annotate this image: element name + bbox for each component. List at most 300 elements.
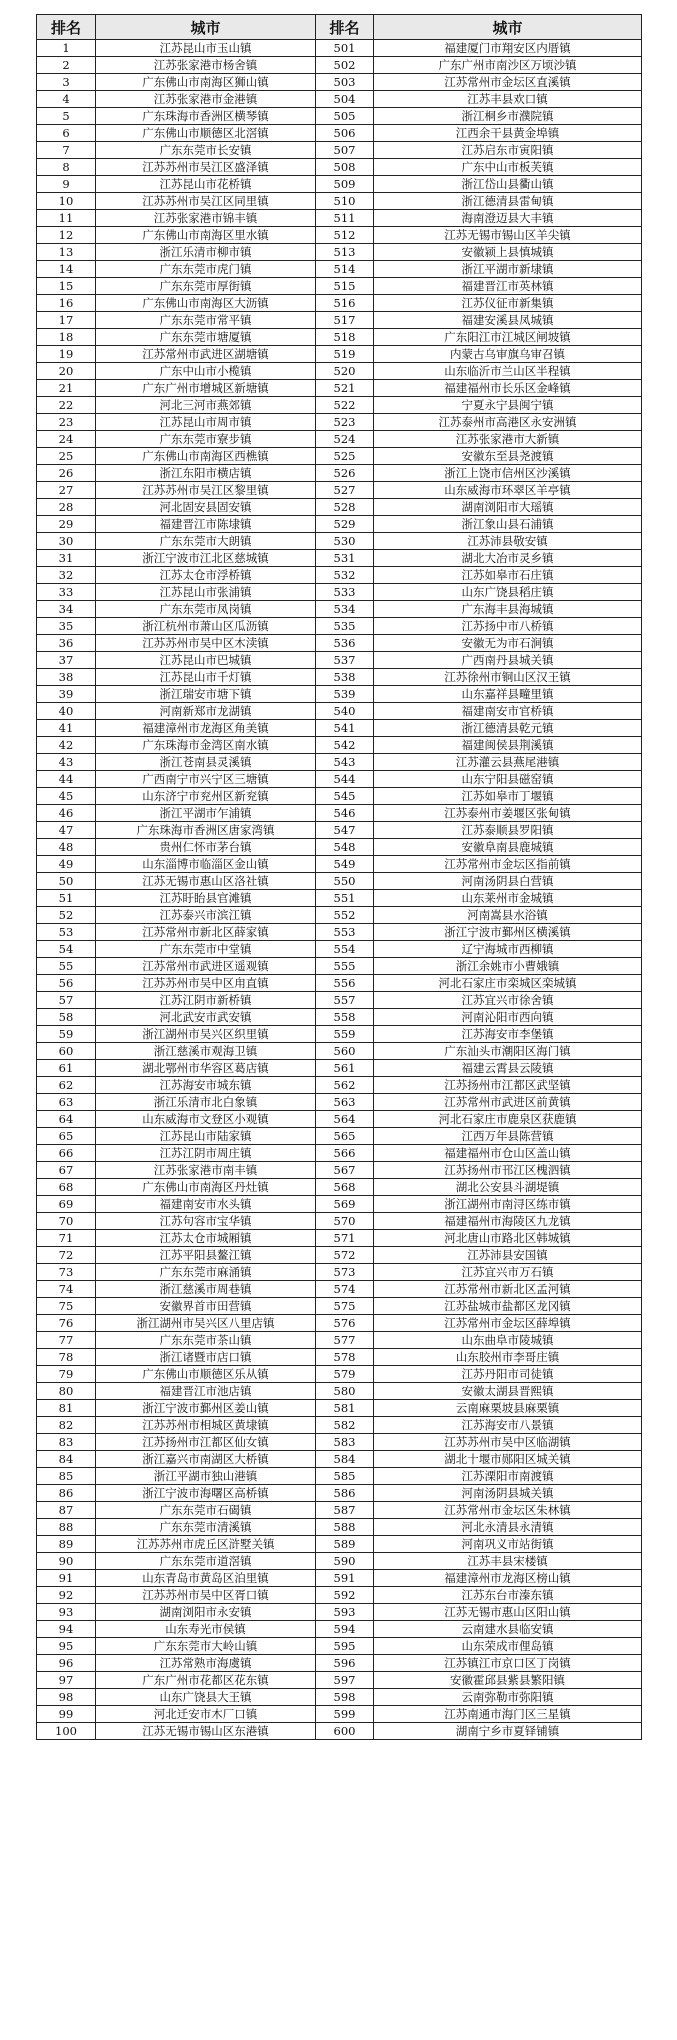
town-cell-right: 江苏扬中市八桥镇 [374, 618, 642, 635]
rank-cell-left: 88 [37, 1519, 96, 1536]
town-cell-left: 广东珠海市金湾区南水镇 [96, 737, 316, 754]
rank-cell-left: 58 [37, 1009, 96, 1026]
table-row [37, 1230, 642, 1247]
rank-cell-left: 68 [37, 1179, 96, 1196]
rank-cell-left: 75 [37, 1298, 96, 1315]
rank-cell-right: 567 [316, 1162, 374, 1179]
town-cell-left: 浙江宁波市海曙区高桥镇 [96, 1485, 316, 1502]
rank-cell-right: 528 [316, 499, 374, 516]
rank-cell-right: 540 [316, 703, 374, 720]
rank-cell-right: 523 [316, 414, 374, 431]
rank-cell-left: 80 [37, 1383, 96, 1400]
rank-cell-left: 93 [37, 1604, 96, 1621]
rank-cell-right: 501 [316, 40, 374, 57]
town-cell-right: 江苏泰州市姜堰区张甸镇 [374, 805, 642, 822]
table-row [37, 40, 642, 57]
rank-cell-left: 87 [37, 1502, 96, 1519]
rank-cell-right: 578 [316, 1349, 374, 1366]
table-row [37, 1604, 642, 1621]
rank-cell-left: 12 [37, 227, 96, 244]
rank-cell-right: 524 [316, 431, 374, 448]
rank-cell-left: 6 [37, 125, 96, 142]
town-cell-right: 江苏如皋市石庄镇 [374, 567, 642, 584]
rank-cell-right: 521 [316, 380, 374, 397]
rank-cell-left: 63 [37, 1094, 96, 1111]
town-cell-right: 福建福州市仓山区盖山镇 [374, 1145, 642, 1162]
rank-cell-left: 82 [37, 1417, 96, 1434]
rank-cell-left: 52 [37, 907, 96, 924]
town-cell-right: 广东阳江市江城区闸坡镇 [374, 329, 642, 346]
rank-cell-left: 27 [37, 482, 96, 499]
town-cell-left: 河北三河市燕郊镇 [96, 397, 316, 414]
rank-cell-right: 513 [316, 244, 374, 261]
town-cell-left: 江苏昆山市千灯镇 [96, 669, 316, 686]
town-cell-right: 云南建水县临安镇 [374, 1621, 642, 1638]
town-cell-left: 广东东莞市长安镇 [96, 142, 316, 159]
town-cell-right: 福建南安市官桥镇 [374, 703, 642, 720]
rank-cell-right: 557 [316, 992, 374, 1009]
rank-cell-right: 518 [316, 329, 374, 346]
rank-cell-left: 47 [37, 822, 96, 839]
rank-cell-left: 46 [37, 805, 96, 822]
town-cell-right: 安徽无为市石涧镇 [374, 635, 642, 652]
rank-cell-right: 588 [316, 1519, 374, 1536]
town-cell-left: 江苏苏州市相城区黄埭镇 [96, 1417, 316, 1434]
rank-cell-left: 16 [37, 295, 96, 312]
table-body [37, 40, 642, 1740]
town-cell-right: 山东荣成市俚岛镇 [374, 1638, 642, 1655]
town-cell-right: 江苏常州市金坛区薛埠镇 [374, 1315, 642, 1332]
table-row [37, 1179, 642, 1196]
table-row [37, 329, 642, 346]
rank-cell-right: 537 [316, 652, 374, 669]
table-row [37, 754, 642, 771]
rank-cell-right: 542 [316, 737, 374, 754]
town-cell-left: 广东佛山市顺德区北滘镇 [96, 125, 316, 142]
rank-cell-right: 553 [316, 924, 374, 941]
rank-cell-left: 62 [37, 1077, 96, 1094]
table-row [37, 873, 642, 890]
town-cell-right: 湖北公安县斗湖堤镇 [374, 1179, 642, 1196]
town-cell-left: 江苏张家港市南丰镇 [96, 1162, 316, 1179]
table-row [37, 142, 642, 159]
town-cell-left: 江苏常州市武进区湖塘镇 [96, 346, 316, 363]
rank-cell-right: 550 [316, 873, 374, 890]
rank-cell-left: 45 [37, 788, 96, 805]
town-cell-right: 江苏东台市溱东镇 [374, 1587, 642, 1604]
rank-cell-right: 527 [316, 482, 374, 499]
table-row [37, 125, 642, 142]
table-row [37, 1247, 642, 1264]
rank-cell-left: 70 [37, 1213, 96, 1230]
town-cell-left: 广东东莞市茶山镇 [96, 1332, 316, 1349]
table-row [37, 465, 642, 482]
rank-cell-right: 561 [316, 1060, 374, 1077]
table-row [37, 584, 642, 601]
rank-cell-right: 589 [316, 1536, 374, 1553]
town-cell-left: 山东济宁市兖州区新兖镇 [96, 788, 316, 805]
rank-cell-left: 72 [37, 1247, 96, 1264]
town-cell-left: 江苏泰兴市滨江镇 [96, 907, 316, 924]
town-cell-left: 浙江东阳市横店镇 [96, 465, 316, 482]
rank-cell-right: 579 [316, 1366, 374, 1383]
rank-cell-right: 569 [316, 1196, 374, 1213]
table-row [37, 941, 642, 958]
table-row [37, 1587, 642, 1604]
rank-cell-right: 508 [316, 159, 374, 176]
town-cell-right: 江苏泰顺县罗阳镇 [374, 822, 642, 839]
table-row [37, 1519, 642, 1536]
rank-cell-left: 60 [37, 1043, 96, 1060]
rank-cell-left: 71 [37, 1230, 96, 1247]
table-row [37, 1043, 642, 1060]
rank-cell-right: 575 [316, 1298, 374, 1315]
town-cell-left: 浙江乐清市北白象镇 [96, 1094, 316, 1111]
town-cell-left: 浙江慈溪市周巷镇 [96, 1281, 316, 1298]
table-row [37, 1553, 642, 1570]
town-cell-right: 江苏徐州市铜山区汉王镇 [374, 669, 642, 686]
town-cell-left: 江苏江阴市周庄镇 [96, 1145, 316, 1162]
town-cell-left: 福建晋江市池店镇 [96, 1383, 316, 1400]
town-cell-left: 江苏扬州市江都区仙女镇 [96, 1434, 316, 1451]
rank-cell-left: 76 [37, 1315, 96, 1332]
town-cell-left: 河北迁安市木厂口镇 [96, 1706, 316, 1723]
town-cell-right: 安徽颍上县慎城镇 [374, 244, 642, 261]
table-row [37, 1077, 642, 1094]
town-cell-left: 广东佛山市南海区狮山镇 [96, 74, 316, 91]
town-cell-left: 广东珠海市香洲区唐家湾镇 [96, 822, 316, 839]
rank-cell-right: 565 [316, 1128, 374, 1145]
town-cell-right: 浙江宁波市鄞州区横溪镇 [374, 924, 642, 941]
town-cell-left: 江苏苏州市吴江区盛泽镇 [96, 159, 316, 176]
town-cell-left: 广东佛山市南海区大沥镇 [96, 295, 316, 312]
table-row [37, 652, 642, 669]
rank-cell-left: 13 [37, 244, 96, 261]
city-header-left: 城市 [96, 15, 316, 40]
town-cell-left: 广东东莞市塘厦镇 [96, 329, 316, 346]
town-cell-left: 广东东莞市麻涌镇 [96, 1264, 316, 1281]
town-cell-left: 湖南浏阳市永安镇 [96, 1604, 316, 1621]
table-row [37, 397, 642, 414]
town-cell-left: 湖北鄂州市华容区葛店镇 [96, 1060, 316, 1077]
town-cell-left: 江苏张家港市金港镇 [96, 91, 316, 108]
rank-cell-right: 585 [316, 1468, 374, 1485]
town-cell-right: 江西余干县黄金埠镇 [374, 125, 642, 142]
town-cell-right: 福建安溪县凤城镇 [374, 312, 642, 329]
rank-cell-right: 502 [316, 57, 374, 74]
town-cell-right: 福建晋江市英林镇 [374, 278, 642, 295]
town-cell-right: 江苏溧阳市南渡镇 [374, 1468, 642, 1485]
town-cell-right: 福建福州市长乐区金峰镇 [374, 380, 642, 397]
town-cell-left: 江苏太仓市城厢镇 [96, 1230, 316, 1247]
rank-cell-right: 573 [316, 1264, 374, 1281]
town-cell-right: 河北永清县永清镇 [374, 1519, 642, 1536]
town-cell-left: 江苏苏州市吴中区甪直镇 [96, 975, 316, 992]
rank-cell-left: 31 [37, 550, 96, 567]
rank-cell-right: 556 [316, 975, 374, 992]
town-cell-left: 浙江宁波市江北区慈城镇 [96, 550, 316, 567]
table-row [37, 516, 642, 533]
table-row [37, 805, 642, 822]
table-row [37, 1281, 642, 1298]
town-cell-right: 江苏海安市八景镇 [374, 1417, 642, 1434]
table-row [37, 448, 642, 465]
rank-cell-right: 580 [316, 1383, 374, 1400]
rank-cell-left: 15 [37, 278, 96, 295]
town-cell-left: 浙江杭州市萧山区瓜沥镇 [96, 618, 316, 635]
town-cell-right: 湖南宁乡市夏铎铺镇 [374, 1723, 642, 1740]
rank-cell-right: 554 [316, 941, 374, 958]
table-row [37, 1689, 642, 1706]
town-cell-right: 云南弥勒市弥阳镇 [374, 1689, 642, 1706]
town-cell-left: 河南新郑市龙湖镇 [96, 703, 316, 720]
town-cell-left: 江苏句容市宝华镇 [96, 1213, 316, 1230]
rank-cell-right: 507 [316, 142, 374, 159]
town-cell-right: 江苏南通市海门区三星镇 [374, 1706, 642, 1723]
rank-cell-left: 8 [37, 159, 96, 176]
rank-cell-left: 19 [37, 346, 96, 363]
table-row [37, 159, 642, 176]
town-cell-left: 江苏苏州市吴江区黎里镇 [96, 482, 316, 499]
rank-cell-left: 10 [37, 193, 96, 210]
town-cell-right: 安徽东至县尧渡镇 [374, 448, 642, 465]
rank-cell-right: 586 [316, 1485, 374, 1502]
town-cell-right: 江苏如皋市丁堰镇 [374, 788, 642, 805]
town-cell-right: 福建厦门市翔安区内厝镇 [374, 40, 642, 57]
rank-cell-left: 2 [37, 57, 96, 74]
rank-cell-left: 65 [37, 1128, 96, 1145]
city-header-right: 城市 [374, 15, 642, 40]
rank-cell-right: 581 [316, 1400, 374, 1417]
rank-cell-right: 519 [316, 346, 374, 363]
rank-cell-right: 533 [316, 584, 374, 601]
town-cell-right: 河南嵩县水浴镇 [374, 907, 642, 924]
town-cell-left: 河北固安县固安镇 [96, 499, 316, 516]
town-cell-right: 浙江湖州市南浔区练市镇 [374, 1196, 642, 1213]
town-cell-right: 河南巩义市站街镇 [374, 1536, 642, 1553]
town-cell-left: 江苏苏州市吴中区木渎镇 [96, 635, 316, 652]
rank-cell-left: 55 [37, 958, 96, 975]
town-cell-right: 河南汤阴县城关镇 [374, 1485, 642, 1502]
rank-cell-left: 14 [37, 261, 96, 278]
table-row [37, 737, 642, 754]
town-cell-right: 湖北十堰市郧阳区城关镇 [374, 1451, 642, 1468]
table-row [37, 227, 642, 244]
table-row [37, 108, 642, 125]
town-cell-left: 浙江慈溪市观海卫镇 [96, 1043, 316, 1060]
town-cell-right: 浙江桐乡市濮院镇 [374, 108, 642, 125]
town-cell-right: 江苏镇江市京口区丁岗镇 [374, 1655, 642, 1672]
rank-cell-left: 24 [37, 431, 96, 448]
rank-cell-right: 559 [316, 1026, 374, 1043]
rank-cell-left: 17 [37, 312, 96, 329]
town-cell-left: 江苏苏州市虎丘区浒墅关镇 [96, 1536, 316, 1553]
table-row [37, 992, 642, 1009]
town-cell-left: 广东东莞市石碣镇 [96, 1502, 316, 1519]
town-cell-left: 江苏昆山市周市镇 [96, 414, 316, 431]
rank-cell-right: 598 [316, 1689, 374, 1706]
table-row [37, 176, 642, 193]
rank-cell-right: 595 [316, 1638, 374, 1655]
town-cell-right: 江苏启东市寅阳镇 [374, 142, 642, 159]
town-cell-left: 江苏苏州市吴江区同里镇 [96, 193, 316, 210]
rank-cell-left: 97 [37, 1672, 96, 1689]
rank-cell-left: 40 [37, 703, 96, 720]
rank-cell-right: 530 [316, 533, 374, 550]
rank-cell-left: 37 [37, 652, 96, 669]
town-cell-right: 山东宁阳县磁窑镇 [374, 771, 642, 788]
table-row [37, 244, 642, 261]
rank-cell-left: 54 [37, 941, 96, 958]
ranking-table [36, 14, 642, 1740]
rank-cell-right: 593 [316, 1604, 374, 1621]
rank-cell-right: 584 [316, 1451, 374, 1468]
town-cell-left: 广东东莞市虎门镇 [96, 261, 316, 278]
rank-cell-left: 77 [37, 1332, 96, 1349]
rank-cell-right: 534 [316, 601, 374, 618]
table-row [37, 431, 642, 448]
town-cell-right: 江西万年县陈营镇 [374, 1128, 642, 1145]
rank-cell-right: 551 [316, 890, 374, 907]
rank-cell-right: 503 [316, 74, 374, 91]
rank-cell-right: 558 [316, 1009, 374, 1026]
town-cell-right: 江苏宜兴市万石镇 [374, 1264, 642, 1281]
rank-cell-left: 59 [37, 1026, 96, 1043]
town-cell-right: 河北石家庄市栾城区栾城镇 [374, 975, 642, 992]
town-cell-right: 山东嘉祥县疃里镇 [374, 686, 642, 703]
table-row [37, 193, 642, 210]
town-cell-right: 山东胶州市李哥庄镇 [374, 1349, 642, 1366]
town-cell-right: 广西南丹县城关镇 [374, 652, 642, 669]
rank-cell-right: 548 [316, 839, 374, 856]
town-cell-right: 河北唐山市路北区韩城镇 [374, 1230, 642, 1247]
rank-cell-left: 91 [37, 1570, 96, 1587]
town-cell-left: 江苏海安市城东镇 [96, 1077, 316, 1094]
rank-cell-right: 563 [316, 1094, 374, 1111]
rank-cell-right: 587 [316, 1502, 374, 1519]
town-cell-right: 浙江岱山县衢山镇 [374, 176, 642, 193]
rank-cell-left: 67 [37, 1162, 96, 1179]
table-row [37, 499, 642, 516]
rank-cell-left: 79 [37, 1366, 96, 1383]
rank-cell-right: 536 [316, 635, 374, 652]
town-cell-right: 江苏无锡市锡山区羊尖镇 [374, 227, 642, 244]
rank-header-right: 排名 [316, 15, 374, 40]
town-cell-left: 江苏江阴市新桥镇 [96, 992, 316, 1009]
town-cell-left: 广东佛山市南海区丹灶镇 [96, 1179, 316, 1196]
town-cell-right: 浙江德清县雷甸镇 [374, 193, 642, 210]
town-cell-right: 江苏苏州市吴中区临湖镇 [374, 1434, 642, 1451]
table-row [37, 346, 642, 363]
town-cell-left: 江苏昆山市巴城镇 [96, 652, 316, 669]
rank-cell-left: 30 [37, 533, 96, 550]
table-row [37, 788, 642, 805]
town-cell-left: 江苏苏州市吴中区胥口镇 [96, 1587, 316, 1604]
rank-cell-right: 544 [316, 771, 374, 788]
town-cell-left: 河北武安市武安镇 [96, 1009, 316, 1026]
rank-cell-right: 532 [316, 567, 374, 584]
table-row [37, 1145, 642, 1162]
rank-cell-right: 572 [316, 1247, 374, 1264]
town-cell-right: 江苏张家港市大新镇 [374, 431, 642, 448]
rank-cell-right: 560 [316, 1043, 374, 1060]
rank-cell-right: 509 [316, 176, 374, 193]
rank-cell-left: 43 [37, 754, 96, 771]
town-cell-left: 广东东莞市清溪镇 [96, 1519, 316, 1536]
town-cell-left: 江苏张家港市杨舍镇 [96, 57, 316, 74]
rank-cell-left: 5 [37, 108, 96, 125]
table-row [37, 380, 642, 397]
table-row [37, 1094, 642, 1111]
rank-cell-right: 552 [316, 907, 374, 924]
town-cell-left: 江苏平阳县鳌江镇 [96, 1247, 316, 1264]
town-cell-right: 江苏常州市武进区前黄镇 [374, 1094, 642, 1111]
rank-cell-left: 64 [37, 1111, 96, 1128]
rank-cell-left: 50 [37, 873, 96, 890]
rank-cell-left: 61 [37, 1060, 96, 1077]
table-row [37, 1485, 642, 1502]
rank-cell-right: 596 [316, 1655, 374, 1672]
table-row [37, 1417, 642, 1434]
town-cell-right: 福建闽侯县荆溪镇 [374, 737, 642, 754]
rank-cell-right: 522 [316, 397, 374, 414]
town-cell-right: 江苏常州市新北区孟河镇 [374, 1281, 642, 1298]
town-cell-right: 江苏泰州市高港区永安洲镇 [374, 414, 642, 431]
rank-cell-left: 69 [37, 1196, 96, 1213]
town-cell-left: 山东寿光市侯镇 [96, 1621, 316, 1638]
town-cell-right: 辽宁海城市西柳镇 [374, 941, 642, 958]
town-cell-left: 浙江瑞安市塘下镇 [96, 686, 316, 703]
rank-cell-right: 525 [316, 448, 374, 465]
town-cell-left: 广东中山市小榄镇 [96, 363, 316, 380]
rank-cell-left: 57 [37, 992, 96, 1009]
table-row [37, 414, 642, 431]
town-cell-left: 浙江苍南县灵溪镇 [96, 754, 316, 771]
table-row [37, 1111, 642, 1128]
town-cell-right: 江苏丹阳市司徒镇 [374, 1366, 642, 1383]
town-cell-right: 江苏扬州市江都区武坚镇 [374, 1077, 642, 1094]
town-cell-right: 宁夏永宁县闽宁镇 [374, 397, 642, 414]
table-row [37, 907, 642, 924]
town-cell-right: 江苏丰县宋楼镇 [374, 1553, 642, 1570]
rank-cell-left: 83 [37, 1434, 96, 1451]
rank-cell-right: 516 [316, 295, 374, 312]
rank-cell-left: 34 [37, 601, 96, 618]
town-cell-right: 江苏常州市金坛区朱林镇 [374, 1502, 642, 1519]
town-cell-right: 山东威海市环翠区羊亭镇 [374, 482, 642, 499]
table-row [37, 1502, 642, 1519]
table-row [37, 1638, 642, 1655]
rank-cell-right: 543 [316, 754, 374, 771]
table-row [37, 1196, 642, 1213]
rank-cell-left: 99 [37, 1706, 96, 1723]
table-row [37, 1298, 642, 1315]
town-cell-left: 江苏昆山市张浦镇 [96, 584, 316, 601]
table-row [37, 210, 642, 227]
table-row [37, 1706, 642, 1723]
town-cell-right: 河南沁阳市西向镇 [374, 1009, 642, 1026]
rank-cell-right: 504 [316, 91, 374, 108]
rank-cell-left: 44 [37, 771, 96, 788]
table-row [37, 924, 642, 941]
rank-cell-right: 514 [316, 261, 374, 278]
town-cell-left: 广东东莞市寮步镇 [96, 431, 316, 448]
rank-cell-left: 32 [37, 567, 96, 584]
table-row [37, 1315, 642, 1332]
table-row [37, 669, 642, 686]
town-cell-left: 浙江乐清市柳市镇 [96, 244, 316, 261]
rank-cell-right: 549 [316, 856, 374, 873]
